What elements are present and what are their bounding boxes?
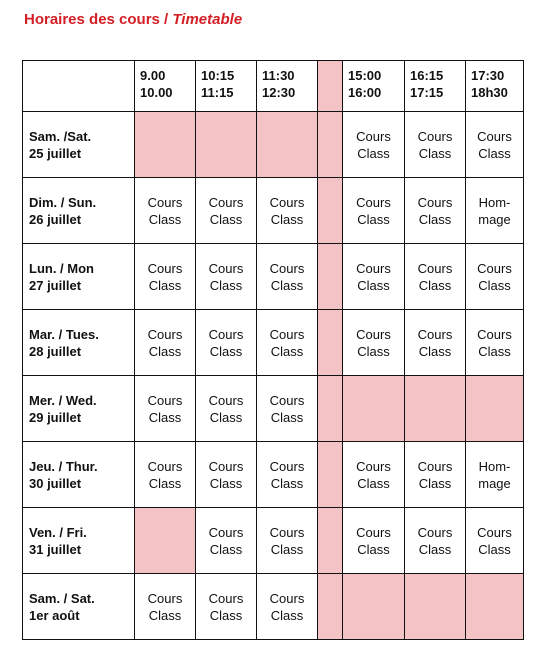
class-label-fr: Cours [147, 590, 183, 606]
day-date: 28 juillet [29, 343, 82, 359]
class-label-fr: Cours [269, 326, 305, 342]
class-label-fr: Cours [147, 260, 183, 276]
class-cell [196, 574, 257, 640]
class-cell [466, 244, 524, 310]
class-cell [135, 574, 196, 640]
class-cell [196, 244, 257, 310]
day-name: Mar. / Tues. [29, 326, 99, 342]
class-cell [257, 244, 318, 310]
class-cell [466, 112, 524, 178]
class-label-fr: Cours [269, 194, 305, 210]
time-slot-header [343, 61, 405, 112]
class-cell [135, 310, 196, 376]
class-label-en: Class [270, 475, 304, 491]
class-cell [257, 310, 318, 376]
class-label-fr: Cours [356, 458, 391, 474]
day-name: Ven. / Fri. [29, 524, 87, 540]
class-cell [405, 310, 466, 376]
class-cell [343, 178, 405, 244]
class-label-en: Class [270, 409, 304, 425]
class-cell [196, 376, 257, 442]
class-cell [135, 244, 196, 310]
class-cell [343, 442, 405, 508]
class-label-fr: Cours [147, 194, 183, 210]
title-en: Timetable [172, 11, 243, 28]
no-class-cell [405, 376, 466, 442]
class-label-fr: Cours [417, 326, 453, 342]
class-label-en: Class [148, 211, 182, 227]
class-label-en: Class [478, 343, 511, 359]
day-label-cell [23, 442, 135, 508]
class-label-fr: Cours [208, 590, 244, 606]
day-label-cell [23, 112, 135, 178]
class-label-en: Class [270, 277, 304, 293]
class-label-fr: Cours [147, 326, 183, 342]
no-class-cell [405, 574, 466, 640]
day-name: Sam. /Sat. [29, 128, 92, 144]
class-cell [257, 376, 318, 442]
class-label-en: Class [148, 343, 182, 359]
no-class-cell [466, 574, 524, 640]
time-slot-end: 16:00 [348, 85, 382, 100]
title-fr: Horaires des cours / [24, 11, 173, 28]
class-label-en: Class [148, 409, 182, 425]
class-label-en: mage [478, 211, 511, 227]
no-class-cell [318, 178, 343, 244]
class-label-fr: Cours [208, 392, 244, 408]
day-row [23, 508, 524, 574]
no-class-cell [135, 508, 196, 574]
day-date: 1er août [29, 607, 80, 623]
class-label-fr: Hom- [478, 458, 511, 474]
class-cell [257, 178, 318, 244]
class-label-fr: Cours [477, 524, 512, 540]
class-label-fr: Cours [356, 128, 391, 144]
no-class-cell [318, 508, 343, 574]
class-label-en: Class [209, 211, 243, 227]
day-label-cell [23, 508, 135, 574]
class-label-fr: Cours [147, 392, 183, 408]
no-class-cell [343, 574, 405, 640]
class-label-en: Class [357, 145, 390, 161]
class-cell [343, 244, 405, 310]
header-row [23, 61, 524, 112]
class-label-en: Class [357, 343, 390, 359]
time-slot-start: 15:00 [348, 68, 382, 83]
class-label-en: Class [418, 145, 452, 161]
class-cell [135, 442, 196, 508]
class-label-en: Class [209, 475, 243, 491]
class-label-fr: Cours [208, 458, 244, 474]
page-title [24, 11, 242, 28]
class-cell [257, 442, 318, 508]
class-label-en: Class [357, 475, 390, 491]
class-label-fr: Cours [417, 458, 453, 474]
lunch-break-header-cell [318, 61, 343, 112]
no-class-cell [318, 574, 343, 640]
time-slot-header [405, 61, 466, 112]
time-slot-header [466, 61, 524, 112]
no-class-cell [466, 376, 524, 442]
class-cell [466, 442, 524, 508]
time-slot-end: 10.00 [140, 85, 173, 100]
day-name: Dim. / Sun. [29, 194, 97, 210]
time-slot-start: 17:30 [471, 68, 505, 83]
class-label-en: Class [418, 211, 452, 227]
class-label-en: Class [478, 541, 511, 557]
class-cell [343, 112, 405, 178]
class-label-fr: Cours [356, 524, 391, 540]
class-label-fr: Cours [269, 392, 305, 408]
class-cell [405, 244, 466, 310]
time-slot-header [257, 61, 318, 112]
class-label-en: Class [418, 277, 452, 293]
class-cell [135, 376, 196, 442]
day-row [23, 244, 524, 310]
class-label-fr: Cours [356, 326, 391, 342]
class-label-en: Class [209, 409, 243, 425]
time-slot-start: 16:15 [410, 68, 444, 83]
day-row [23, 178, 524, 244]
no-class-cell [318, 310, 343, 376]
class-label-en: Class [148, 277, 182, 293]
class-label-en: Class [418, 475, 452, 491]
class-label-fr: Cours [208, 326, 244, 342]
class-label-en: Class [357, 211, 390, 227]
time-slot-end: 17:15 [410, 85, 444, 100]
timetable [22, 60, 524, 640]
class-cell [343, 310, 405, 376]
class-label-fr: Cours [417, 128, 453, 144]
class-cell [196, 310, 257, 376]
class-label-fr: Cours [356, 194, 391, 210]
class-label-fr: Cours [477, 128, 512, 144]
day-date: 26 juillet [29, 211, 82, 227]
time-slot-end: 18h30 [471, 85, 508, 100]
no-class-cell [318, 244, 343, 310]
class-label-en: Class [209, 277, 243, 293]
class-label-en: Class [148, 475, 182, 491]
day-name: Sam. / Sat. [29, 590, 95, 606]
class-label-en: Class [270, 541, 304, 557]
header-corner-cell [23, 61, 135, 112]
no-class-cell [257, 112, 318, 178]
class-label-en: Class [357, 541, 390, 557]
class-label-fr: Cours [269, 260, 305, 276]
class-label-en: Class [209, 343, 243, 359]
day-row [23, 310, 524, 376]
class-cell [405, 508, 466, 574]
time-slot-header [196, 61, 257, 112]
day-date: 30 juillet [29, 475, 82, 491]
class-label-fr: Hom- [478, 194, 511, 210]
class-label-en: Class [270, 607, 304, 623]
class-label-en: Class [478, 145, 511, 161]
class-cell [196, 442, 257, 508]
class-label-en: Class [270, 343, 304, 359]
day-label-cell [23, 310, 135, 376]
class-cell [405, 442, 466, 508]
day-name: Mer. / Wed. [29, 392, 97, 408]
class-label-en: Class [418, 343, 452, 359]
no-class-cell [135, 112, 196, 178]
class-label-fr: Cours [147, 458, 183, 474]
time-slot-start: 9.00 [140, 68, 166, 83]
class-label-en: Class [357, 277, 390, 293]
time-slot-start: 10:15 [201, 68, 235, 83]
no-class-cell [196, 112, 257, 178]
class-label-fr: Cours [208, 524, 244, 540]
day-row [23, 112, 524, 178]
class-label-en: Class [209, 541, 243, 557]
class-cell [135, 178, 196, 244]
day-label-cell [23, 244, 135, 310]
time-slot-start: 11:30 [262, 68, 295, 83]
class-label-en: Class [270, 211, 304, 227]
class-cell [257, 574, 318, 640]
class-label-fr: Cours [208, 260, 244, 276]
day-label-cell [23, 178, 135, 244]
no-class-cell [343, 376, 405, 442]
day-row [23, 376, 524, 442]
day-name: Lun. / Mon [29, 260, 94, 276]
class-label-fr: Cours [477, 326, 512, 342]
day-date: 29 juillet [29, 409, 82, 425]
class-label-en: Class [209, 607, 243, 623]
day-name: Jeu. / Thur. [29, 458, 98, 474]
class-label-fr: Cours [208, 194, 244, 210]
class-label-en: Class [148, 607, 182, 623]
class-cell [466, 178, 524, 244]
class-label-fr: Cours [356, 260, 391, 276]
day-row [23, 574, 524, 640]
class-cell [466, 310, 524, 376]
time-slot-header [135, 61, 196, 112]
class-label-fr: Cours [417, 194, 453, 210]
class-label-en: Class [478, 277, 511, 293]
no-class-cell [318, 376, 343, 442]
day-label-cell [23, 574, 135, 640]
class-label-fr: Cours [477, 260, 512, 276]
no-class-cell [318, 442, 343, 508]
class-cell [257, 508, 318, 574]
class-cell [466, 508, 524, 574]
class-label-fr: Cours [417, 260, 453, 276]
time-slot-end: 11:15 [201, 85, 234, 100]
class-label-fr: Cours [269, 524, 305, 540]
class-cell [405, 178, 466, 244]
class-label-fr: Cours [269, 458, 305, 474]
day-date: 31 juillet [29, 541, 82, 557]
class-label-fr: Cours [417, 524, 453, 540]
day-date: 27 juillet [29, 277, 82, 293]
class-cell [196, 178, 257, 244]
class-cell [343, 508, 405, 574]
day-row [23, 442, 524, 508]
class-label-en: Class [418, 541, 452, 557]
no-class-cell [318, 112, 343, 178]
class-label-en: mage [478, 475, 511, 491]
day-label-cell [23, 376, 135, 442]
class-cell [196, 508, 257, 574]
day-date: 25 juillet [29, 145, 82, 161]
time-slot-end: 12:30 [262, 85, 296, 100]
class-label-fr: Cours [269, 590, 305, 606]
class-cell [405, 112, 466, 178]
